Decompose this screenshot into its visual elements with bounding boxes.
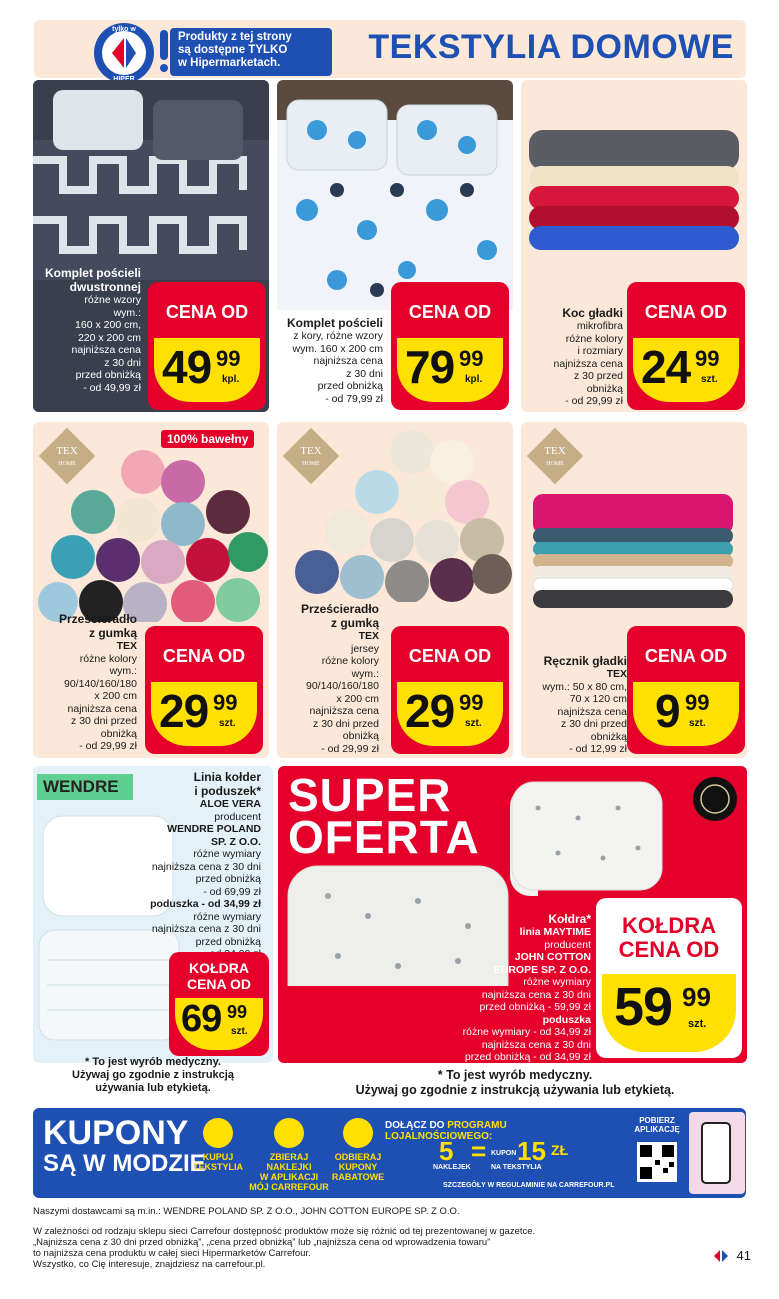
desc-line: JOHN COTTON [514, 951, 591, 963]
desc-line: - od 69,99 zł [203, 885, 261, 898]
price-value [397, 338, 503, 402]
desc-line: ALOE VERA [199, 798, 261, 810]
product-card-wendre[interactable] [33, 766, 273, 1063]
app-phone-image [689, 1112, 745, 1194]
desc-line: wym.: [109, 665, 137, 677]
desc-line: 90/140/160/180 [64, 677, 137, 690]
stickers-label: NAKLEJEK [433, 1164, 471, 1171]
desc-line: różne kolory [565, 332, 623, 345]
product-card-blanket[interactable] [521, 80, 747, 412]
page-header [34, 20, 746, 78]
price-label-line: KOŁDRA [189, 960, 249, 976]
price-integer: 24 [641, 341, 691, 393]
price-integer: 69 [181, 998, 222, 1040]
price-unit: szt. [231, 1026, 248, 1037]
price-box [148, 282, 266, 410]
hiper-info [170, 28, 332, 76]
coupon-step-collect [249, 1118, 329, 1192]
suppliers-text: Naszymi dostawcami są m.in.: WENDRE POLAND SP. Z O.O., JOHN COTTON EUROPE SP. Z O.O. [33, 1206, 460, 1217]
desc-line: WENDRE POLAND [167, 823, 261, 835]
desc-line: x 200 cm [94, 690, 137, 702]
price-unit: szt. [689, 718, 706, 729]
qr-code-icon[interactable] [637, 1142, 677, 1182]
product-title: Prześcieradło [300, 602, 379, 616]
price-box [391, 282, 509, 410]
desc-line: różne wymiary - od 34,99 zł [462, 1026, 591, 1038]
carrefour-logo-icon [712, 1249, 730, 1263]
download-line: APLIKACJĘ [634, 1125, 680, 1134]
bedding-image [277, 80, 513, 310]
product-card-bedding-reversible[interactable] [33, 80, 269, 412]
desc-line: najniższa cena z 30 dni [481, 988, 591, 1001]
legal-line: W zależności od rodzaju sklepu sieci Carrefour dostępność produktów może się różnić od tej prezentowanej w gazetce. [33, 1226, 536, 1237]
desc-line: przed obniżką [195, 873, 261, 885]
desc-line: z 30 dni przed [313, 717, 379, 730]
price-label-line: CENA OD [618, 937, 720, 962]
product-title: Koc gładki [562, 306, 623, 320]
phone-icon [701, 1122, 731, 1184]
desc-line: mikrofibra [576, 320, 623, 332]
desc-line: 70 x 120 cm [569, 693, 627, 705]
coupons-title [43, 1116, 206, 1178]
desc-line: - od 29,99 zł [321, 742, 379, 755]
coupon-icon [343, 1118, 373, 1148]
desc-line: wym.: [351, 667, 379, 680]
product-card-fitted-sheet-cotton[interactable] [33, 422, 269, 758]
step-line: MÓJ CARREFOUR [249, 1182, 329, 1192]
desc-line: producent [214, 810, 261, 823]
desc-line: 220 x 200 cm [77, 331, 141, 344]
super-title-line: OFERTA [288, 811, 480, 863]
blanket-image [521, 80, 747, 260]
download-app [627, 1116, 687, 1134]
desc-line: jersey [350, 642, 379, 655]
price-label: CENA OD [644, 302, 728, 322]
product-title: Komplet pościeli [286, 316, 383, 330]
desc-line: różne kolory [79, 652, 137, 665]
hiper-badge [74, 20, 170, 86]
note-line: Używaj go zgodnie z instrukcją [72, 1069, 234, 1081]
step-line: KUPUJ [202, 1152, 234, 1162]
super-title-line: SUPER [288, 769, 452, 821]
price-box [169, 952, 269, 1056]
price-box [391, 626, 509, 754]
product-description [277, 316, 383, 405]
coupons-title-main: KUPONY [43, 1114, 189, 1152]
price-box [627, 626, 745, 754]
desc-line: - od 29,99 zł [565, 395, 623, 407]
hiper-info-line: Produkty z tej strony [178, 31, 292, 43]
price-unit: szt. [219, 718, 236, 729]
price-value [633, 338, 739, 402]
desc-line: wym. 160 x 200 cm [292, 342, 383, 355]
desc-line: najniższa cena [557, 705, 627, 718]
join-prefix: DOŁĄCZ DO [385, 1120, 448, 1131]
price-decimal: 99 [227, 1002, 248, 1022]
desc-line: producent [544, 938, 591, 951]
wendre-logo: WENDRE [37, 774, 133, 800]
desc-line: różne wymiary [523, 976, 591, 988]
price-unit: szt. [688, 1018, 707, 1030]
desc-line: różne wzory [84, 294, 141, 306]
desc-line: wym.: [113, 306, 141, 319]
price-label: CENA OD [165, 302, 249, 322]
desc-line: najniższa cena z 30 dni [151, 923, 261, 935]
desc-line: poduszka [542, 1013, 591, 1026]
hiper-info-line: w Hipermarketach. [178, 57, 281, 69]
coupon-step-buy [183, 1118, 253, 1172]
desc-line: najniższa cena [313, 355, 383, 367]
price-integer: 29 [405, 685, 455, 737]
desc-line: najniższa cena [309, 705, 379, 717]
desc-line: przed obniżką [317, 380, 383, 392]
legal-line: to najniższa cena produktu w całej sieci Hipermarketów Carrefour. [33, 1248, 311, 1259]
price-integer: 29 [159, 685, 209, 737]
price-label [596, 914, 742, 962]
super-offer-card[interactable] [278, 766, 747, 1063]
badge-top: tylko w [112, 26, 136, 33]
product-description [521, 654, 627, 756]
price-decimal: 99 [695, 346, 720, 371]
desc-line: wym.: 50 x 80 cm, [542, 680, 627, 693]
price-label [169, 960, 269, 992]
note-line: Używaj go zgodnie z instrukcją używania lub etykietą. [355, 1083, 675, 1097]
tex-name: TEX [300, 445, 322, 457]
sheets-image [33, 442, 269, 622]
coupon-step-receive [323, 1118, 393, 1182]
rules-text: SZCZEGÓŁY W REGULAMINIE NA CARREFOUR.PL [443, 1182, 615, 1189]
medical-note [300, 1068, 730, 1098]
step-line: TEKSTYLIA [192, 1162, 243, 1172]
product-description [523, 306, 623, 408]
price-integer: 59 [614, 977, 673, 1037]
desc-line: przed obniżką [75, 369, 141, 381]
note-line: używania lub etykietą. [95, 1082, 211, 1094]
desc-line: - od 79,99 zł [325, 392, 383, 405]
product-card-bedding[interactable] [277, 80, 513, 412]
price-value [151, 682, 257, 746]
desc-line: obniżką [100, 727, 137, 740]
step-line: W APLIKACJI [259, 1172, 319, 1182]
desc-line: najniższa cena [67, 702, 137, 715]
product-brand: TEX [606, 668, 627, 680]
price-label-line: CENA OD [186, 976, 252, 992]
price-label: CENA OD [162, 646, 246, 666]
desc-line: obniżką [586, 382, 623, 395]
product-title: Prześcieradło [58, 612, 137, 626]
desc-line: - od 12,99 zł [569, 743, 627, 755]
desc-line: - od 29,99 zł [79, 740, 137, 752]
product-title: Ręcznik gładki [543, 654, 627, 668]
desc-line: różne kolory [321, 655, 379, 667]
hiper-info-line: są dostępne TYLKO [178, 44, 288, 56]
price-unit: szt. [465, 718, 482, 729]
product-description [391, 912, 591, 1063]
tex-name: TEX [56, 445, 78, 457]
price-unit: szt. [701, 374, 718, 385]
product-brand: TEX [116, 640, 137, 652]
page-title: TEKSTYLIA DOMOWE [368, 28, 734, 66]
price-decimal: 99 [459, 690, 484, 715]
equals-sign: = [471, 1136, 487, 1166]
coupons-banner[interactable] [33, 1108, 746, 1198]
note-line: * To jest wyrób medyczny. [437, 1068, 593, 1082]
maytime-logo [692, 776, 738, 822]
price-decimal: 99 [216, 346, 241, 371]
currency-label: ZŁ [551, 1142, 569, 1158]
step-line: RABATOWE [331, 1172, 385, 1182]
desc-line: z 30 przed [573, 370, 623, 382]
tex-name: TEX [544, 445, 566, 457]
download-line: POBIERZ [639, 1116, 675, 1125]
desc-line: SP. Z O.O. [211, 835, 261, 848]
desc-line: - od 49,99 zł [83, 381, 141, 394]
footer-legal [33, 1226, 633, 1270]
note-line: * To jest wyrób medyczny. [85, 1056, 221, 1068]
product-title: Komplet pościeli [44, 266, 141, 280]
product-brand: TEX [358, 630, 379, 642]
price-decimal: 99 [682, 982, 711, 1012]
desc-line: różne wymiary [193, 910, 261, 923]
product-title: z gumką [88, 626, 137, 640]
desc-line: najniższa cena [553, 357, 623, 370]
desc-line: najniższa cena z 30 dni [481, 1038, 591, 1051]
desc-line: obniżką [342, 730, 379, 742]
price-label-line: KOŁDRA [621, 913, 717, 938]
pillow-image [508, 778, 668, 898]
desc-line: EUROPE SP. Z O.O. [493, 963, 591, 976]
coupons-subtitle: SĄ W MODZIE [43, 1150, 206, 1177]
price-label: CENA OD [644, 646, 728, 666]
tex-sub: HOME [546, 461, 564, 467]
desc-line: przed obniżką - 59,99 zł [479, 1001, 591, 1013]
join-program: PROGRAMU LOJALNOŚCIOWEGO: [385, 1120, 507, 1142]
price-decimal: 99 [213, 690, 238, 715]
product-card-towel[interactable] [521, 422, 747, 758]
fifteen-value: 15 [517, 1136, 546, 1166]
price-integer: 9 [655, 685, 680, 737]
product-card-fitted-sheet-jersey[interactable] [277, 422, 513, 758]
desc-line: z 30 dni [104, 356, 141, 369]
product-title: i poduszek* [194, 784, 261, 798]
price-label: CENA OD [408, 302, 492, 322]
desc-line: z kory, różne wzory [293, 330, 383, 342]
price-value [602, 974, 736, 1052]
desc-line: obniżką [590, 730, 627, 743]
product-title: Linia kołder [193, 770, 261, 784]
product-title: dwustronnej [69, 280, 141, 294]
desc-line: poduszka - od 34,99 zł [150, 898, 261, 910]
price-decimal: 99 [685, 690, 710, 715]
tex-sub: HOME [58, 461, 76, 467]
desc-line: linia MAYTIME [519, 926, 591, 938]
legal-line: Wszystko, co Cię interesuje, znajdziesz na carrefour.pl. [33, 1259, 266, 1270]
product-description [279, 602, 379, 755]
loyalty-offer [433, 1136, 603, 1176]
price-box [145, 626, 263, 754]
desc-line: najniższa cena [71, 344, 141, 356]
towels-image [521, 422, 747, 622]
price-box [627, 282, 745, 410]
shirt-icon [203, 1118, 233, 1148]
price-box [596, 898, 742, 1058]
sheets-image [277, 422, 513, 602]
step-line: ODBIERAJ [334, 1152, 382, 1162]
cotton-badge: 100% bawełny [161, 430, 254, 448]
product-description [111, 770, 261, 961]
legal-line: „Najniższa cena z 30 dni przed obniżką”, „cena przed obniżką” lub „najniższa cena od wprowadzenia towaru” [33, 1237, 491, 1248]
price-value [633, 682, 739, 746]
price-unit: kpl. [222, 374, 240, 385]
desc-line: najniższa cena z 30 dni [151, 860, 261, 873]
price-value [175, 998, 263, 1050]
step-line: KUPONY [338, 1162, 378, 1172]
price-label: CENA OD [408, 646, 492, 666]
page-number: 41 [736, 1248, 751, 1263]
price-integer: 79 [405, 341, 455, 393]
kupon-label: KUPON [491, 1150, 517, 1157]
five-stickers: 5 [439, 1136, 454, 1166]
textiles-label: NA TEKSTYLIA [491, 1164, 542, 1171]
desc-line: z 30 dni przed [561, 718, 627, 730]
product-title: z gumką [330, 616, 379, 630]
product-title: Kołdra* [548, 912, 591, 926]
desc-line: i rozmiary [577, 345, 623, 357]
price-integer: 49 [162, 341, 212, 393]
price-value [397, 682, 503, 746]
price-unit: kpl. [465, 374, 483, 385]
product-description [37, 612, 137, 753]
desc-line: z 30 dni przed [71, 715, 137, 727]
desc-line: przed obniżką [195, 935, 261, 948]
desc-line: z 30 dni [346, 367, 383, 380]
desc-line: 160 x 200 cm, [75, 319, 141, 331]
desc-line: przed obniżką - od 34,99 zł [464, 1051, 591, 1063]
desc-line: różne wymiary [193, 848, 261, 860]
desc-line: 90/140/160/180 [306, 680, 379, 692]
price-decimal: 99 [459, 346, 484, 371]
phone-icon [274, 1118, 304, 1148]
product-description [33, 266, 141, 394]
tex-sub: HOME [302, 461, 320, 467]
medical-note [36, 1056, 270, 1095]
step-line: ZBIERAJ NAKLEJKI [266, 1152, 312, 1172]
price-value [154, 338, 260, 402]
desc-line: x 200 cm [336, 692, 379, 705]
